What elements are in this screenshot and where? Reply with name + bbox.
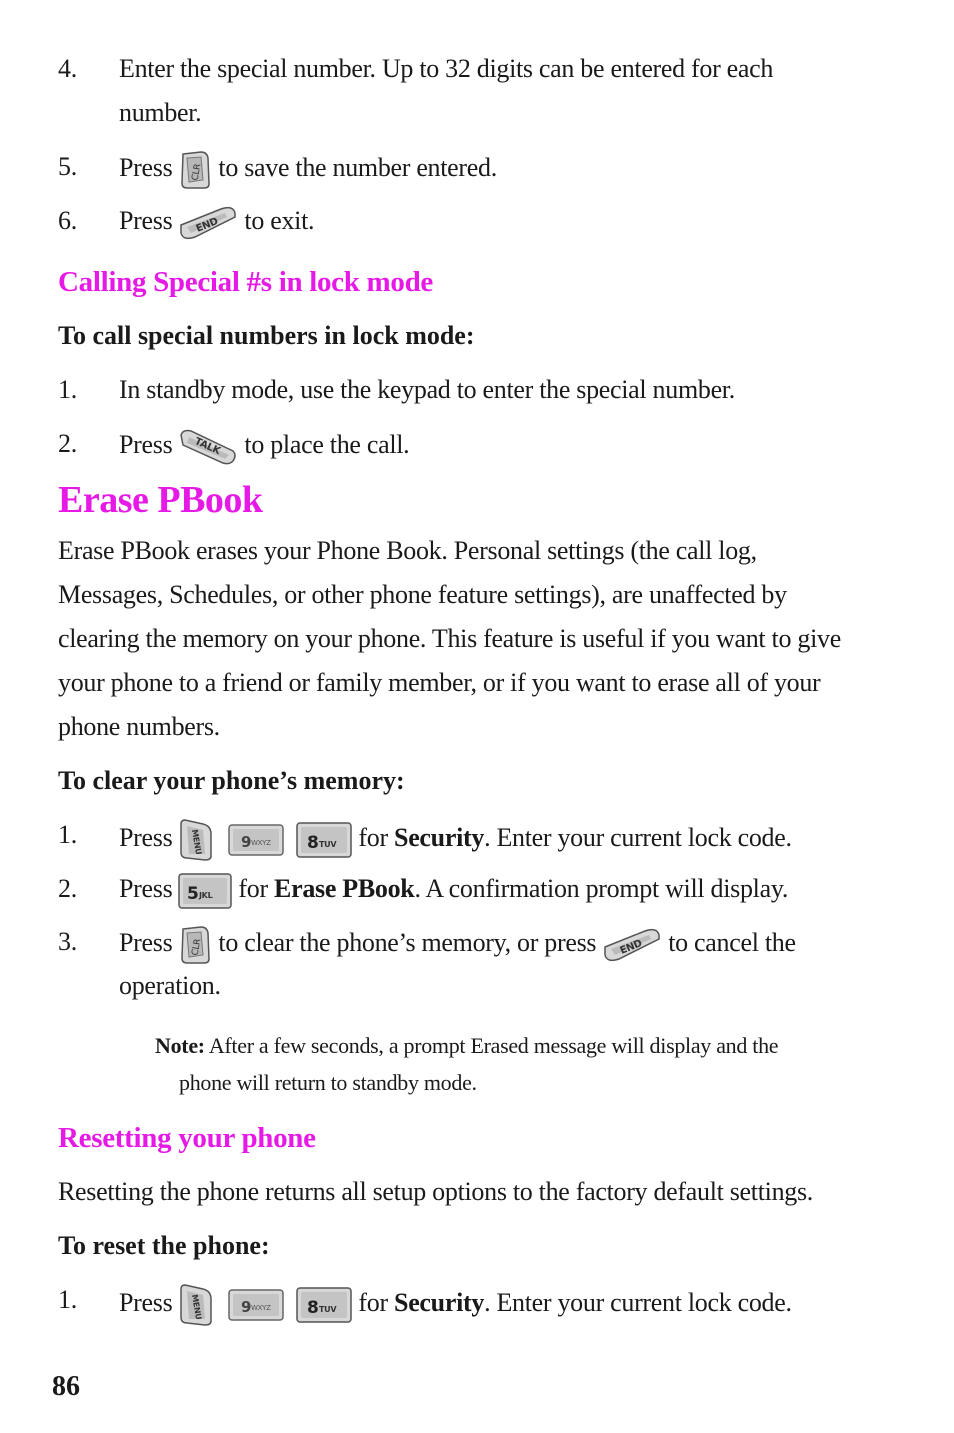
clr-key-icon bbox=[177, 150, 213, 190]
press-label: Press bbox=[119, 429, 173, 459]
paragraph-line: phone numbers. bbox=[58, 712, 220, 741]
clr-key-icon bbox=[177, 925, 213, 965]
step-text bbox=[119, 872, 788, 910]
note-text-cont: phone will return to standby mode. bbox=[179, 1070, 477, 1095]
step-text-post: to save the number entered. bbox=[218, 152, 497, 182]
section-heading-reset: Resetting your phone bbox=[58, 1122, 316, 1154]
end-key-icon bbox=[601, 927, 663, 963]
step-text bbox=[119, 1283, 792, 1327]
key-5-icon bbox=[177, 872, 233, 910]
step-text bbox=[119, 150, 497, 190]
svg-text:TUV: TUV bbox=[319, 1305, 337, 1314]
press-label: Press bbox=[119, 206, 173, 235]
section-heading-calling: Calling Special #s in lock mode bbox=[58, 266, 433, 298]
key-9-icon bbox=[227, 1288, 285, 1322]
step-number: 2. bbox=[58, 874, 77, 903]
section-heading-erase: Erase PBook bbox=[58, 479, 263, 521]
step-text bbox=[119, 427, 409, 467]
svg-text:9: 9 bbox=[241, 1298, 252, 1316]
note-text: After a few seconds, a prompt Erased message will display and the bbox=[208, 1033, 779, 1058]
step-text: number. bbox=[119, 98, 202, 127]
paragraph-line: Erase PBook erases your Phone Book. Personal settings (the call log, bbox=[58, 536, 757, 565]
reset-paragraph: Resetting the phone returns all setup options to the factory default settings. bbox=[58, 1177, 813, 1206]
step-number: 3. bbox=[58, 927, 77, 956]
instruction-lead: To call special numbers in lock mode: bbox=[58, 321, 475, 350]
menu-key-icon bbox=[177, 1283, 217, 1327]
step-number: 1. bbox=[58, 1285, 77, 1314]
svg-text:MENU: MENU bbox=[190, 828, 204, 856]
step-text-post: . Enter your current lock code. bbox=[484, 822, 792, 852]
step-number: 1. bbox=[58, 820, 77, 849]
step-number: 1. bbox=[58, 375, 77, 404]
note-label: Note: bbox=[155, 1033, 205, 1058]
erase-paragraph bbox=[58, 529, 888, 749]
talk-key-icon bbox=[177, 427, 239, 467]
step-number: 5. bbox=[58, 152, 77, 181]
menu-option-name: Security bbox=[394, 822, 485, 852]
paragraph-line: clearing the memory on your phone. This feature is useful if you want to give bbox=[58, 624, 841, 653]
for-label: for bbox=[358, 822, 388, 852]
step-text bbox=[119, 204, 314, 241]
menu-key-icon bbox=[177, 818, 217, 862]
step-text-post: . Enter your current lock code. bbox=[484, 1287, 792, 1317]
key-8-icon bbox=[295, 821, 353, 859]
svg-text:END: END bbox=[195, 216, 221, 235]
paragraph-line: your phone to a friend or family member, or if you want to erase all of your bbox=[58, 668, 821, 697]
for-label: for bbox=[358, 1287, 388, 1317]
svg-text:TALK: TALK bbox=[193, 436, 223, 458]
svg-text:5: 5 bbox=[187, 884, 199, 905]
key-9-icon bbox=[227, 823, 285, 857]
menu-option-name: Security bbox=[394, 1287, 485, 1317]
step-text: In standby mode, use the keypad to enter the special number. bbox=[119, 375, 735, 404]
press-label: Press bbox=[119, 152, 173, 182]
press-label: Press bbox=[119, 874, 173, 903]
svg-text:9: 9 bbox=[241, 833, 252, 851]
step-number: 4. bbox=[58, 54, 77, 83]
page-number: 86 bbox=[52, 1371, 80, 1402]
svg-text:WXYZ: WXYZ bbox=[251, 839, 271, 847]
svg-text:WXYZ: WXYZ bbox=[251, 1304, 271, 1312]
paragraph-line: Messages, Schedules, or other phone feature settings), are unaffected by bbox=[58, 580, 787, 609]
step-text-post: to cancel the bbox=[668, 927, 796, 957]
step-text: Enter the special number. Up to 32 digits can be entered for each bbox=[119, 54, 774, 83]
step-text-mid: to clear the phone’s memory, or press bbox=[218, 927, 597, 957]
svg-text:JKL: JKL bbox=[199, 891, 213, 901]
step-text-post: to exit. bbox=[244, 206, 315, 235]
step-text-post: to place the call. bbox=[244, 429, 410, 459]
key-8-icon bbox=[295, 1286, 353, 1324]
step-text-post: . A confirmation prompt will display. bbox=[414, 874, 789, 903]
press-label: Press bbox=[119, 927, 173, 957]
step-text: operation. bbox=[119, 971, 221, 1000]
note-block bbox=[155, 1027, 855, 1101]
step-text bbox=[119, 818, 792, 862]
press-label: Press bbox=[119, 822, 173, 852]
svg-text:TUV: TUV bbox=[319, 840, 337, 849]
svg-text:CLR: CLR bbox=[191, 938, 204, 957]
instruction-lead: To clear your phone’s memory: bbox=[58, 766, 405, 795]
svg-text:8: 8 bbox=[307, 1298, 319, 1318]
svg-text:CLR: CLR bbox=[191, 163, 204, 182]
svg-text:8: 8 bbox=[307, 833, 319, 853]
step-text bbox=[119, 925, 796, 965]
svg-text:END: END bbox=[618, 938, 644, 957]
instruction-lead: To reset the phone: bbox=[58, 1231, 270, 1260]
step-number: 6. bbox=[58, 206, 77, 235]
svg-text:MENU: MENU bbox=[190, 1293, 204, 1321]
step-number: 2. bbox=[58, 429, 77, 458]
press-label: Press bbox=[119, 1287, 173, 1317]
menu-option-name: Erase PBook bbox=[274, 874, 415, 903]
end-key-icon bbox=[177, 205, 239, 241]
for-label: for bbox=[238, 874, 268, 903]
